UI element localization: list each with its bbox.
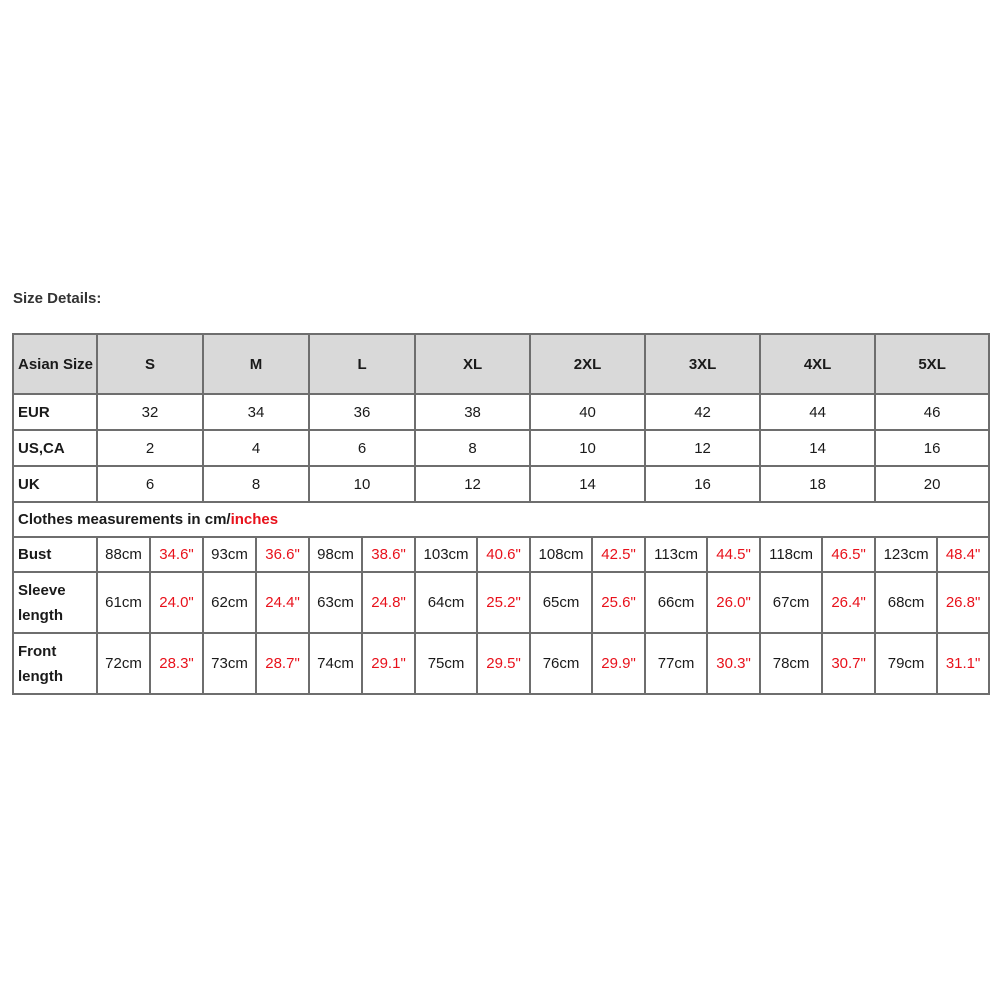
row-label: EUR — [13, 394, 97, 430]
cm-value: 72cm — [97, 633, 150, 694]
inch-value: 24.0" — [150, 572, 203, 633]
conversion-value: 36 — [309, 394, 415, 430]
inch-value: 38.6" — [362, 537, 415, 572]
cm-value: 79cm — [875, 633, 937, 694]
page-title: Size Details: — [13, 290, 102, 307]
conversion-value: 12 — [415, 466, 530, 502]
row-label: UK — [13, 466, 97, 502]
cm-value: 123cm — [875, 537, 937, 572]
inch-value: 40.6" — [477, 537, 530, 572]
inch-value: 31.1" — [937, 633, 989, 694]
size-header-cell: M — [203, 334, 309, 394]
inch-value: 29.1" — [362, 633, 415, 694]
size-header-cell: 3XL — [645, 334, 760, 394]
inch-value: 25.2" — [477, 572, 530, 633]
row-label: Bust — [13, 537, 97, 572]
conversion-value: 4 — [203, 430, 309, 466]
inch-value: 48.4" — [937, 537, 989, 572]
conversion-row — [13, 430, 989, 466]
cm-value: 74cm — [309, 633, 362, 694]
inch-value: 30.3" — [707, 633, 760, 694]
inch-value: 25.6" — [592, 572, 645, 633]
conversion-value: 46 — [875, 394, 989, 430]
cm-value: 78cm — [760, 633, 822, 694]
size-header-cell: 4XL — [760, 334, 875, 394]
size-header-cell: XL — [415, 334, 530, 394]
cm-value: 76cm — [530, 633, 592, 694]
conversion-value: 10 — [309, 466, 415, 502]
conversion-row — [13, 394, 989, 430]
header-row — [13, 334, 989, 394]
measurement-row — [13, 537, 989, 572]
cm-value: 62cm — [203, 572, 256, 633]
inch-value: 28.7" — [256, 633, 309, 694]
inch-value: 24.8" — [362, 572, 415, 633]
size-chart-body — [13, 334, 989, 694]
size-header-cell: 5XL — [875, 334, 989, 394]
inch-value: 46.5" — [822, 537, 875, 572]
cm-value: 64cm — [415, 572, 477, 633]
conversion-value: 42 — [645, 394, 760, 430]
inch-value: 29.5" — [477, 633, 530, 694]
conversion-value: 10 — [530, 430, 645, 466]
cm-value: 98cm — [309, 537, 362, 572]
cm-value: 88cm — [97, 537, 150, 572]
conversion-value: 18 — [760, 466, 875, 502]
header-label: Asian Size — [13, 334, 97, 394]
size-header-cell: 2XL — [530, 334, 645, 394]
conversion-value: 44 — [760, 394, 875, 430]
cm-value: 113cm — [645, 537, 707, 572]
measurement-row — [13, 633, 989, 694]
measurement-row — [13, 572, 989, 633]
cm-value: 77cm — [645, 633, 707, 694]
inch-value: 36.6" — [256, 537, 309, 572]
cm-value: 68cm — [875, 572, 937, 633]
row-label: Front length — [13, 633, 97, 694]
cm-value: 61cm — [97, 572, 150, 633]
cm-value: 66cm — [645, 572, 707, 633]
size-chart-table — [12, 333, 990, 695]
inch-value: 42.5" — [592, 537, 645, 572]
conversion-value: 32 — [97, 394, 203, 430]
conversion-value: 8 — [203, 466, 309, 502]
inch-value: 34.6" — [150, 537, 203, 572]
inch-value: 26.8" — [937, 572, 989, 633]
conversion-value: 6 — [309, 430, 415, 466]
section-text: Clothes measurements in cm/ — [18, 511, 231, 528]
conversion-value: 2 — [97, 430, 203, 466]
conversion-value: 16 — [875, 430, 989, 466]
conversion-value: 40 — [530, 394, 645, 430]
inch-value: 24.4" — [256, 572, 309, 633]
inch-value: 44.5" — [707, 537, 760, 572]
conversion-value: 16 — [645, 466, 760, 502]
inch-value: 30.7" — [822, 633, 875, 694]
section-heading — [13, 502, 989, 537]
cm-value: 63cm — [309, 572, 362, 633]
conversion-value: 14 — [760, 430, 875, 466]
cm-value: 65cm — [530, 572, 592, 633]
section-row — [13, 502, 989, 537]
conversion-value: 8 — [415, 430, 530, 466]
row-label: Sleeve length — [13, 572, 97, 633]
inch-value: 29.9" — [592, 633, 645, 694]
conversion-value: 38 — [415, 394, 530, 430]
row-label: US,CA — [13, 430, 97, 466]
inch-value: 26.4" — [822, 572, 875, 633]
size-header-cell: L — [309, 334, 415, 394]
inch-value: 26.0" — [707, 572, 760, 633]
cm-value: 73cm — [203, 633, 256, 694]
conversion-value: 34 — [203, 394, 309, 430]
conversion-value: 6 — [97, 466, 203, 502]
cm-value: 103cm — [415, 537, 477, 572]
cm-value: 118cm — [760, 537, 822, 572]
inch-value: 28.3" — [150, 633, 203, 694]
cm-value: 75cm — [415, 633, 477, 694]
cm-value: 108cm — [530, 537, 592, 572]
size-header-cell: S — [97, 334, 203, 394]
conversion-value: 20 — [875, 466, 989, 502]
cm-value: 67cm — [760, 572, 822, 633]
conversion-value: 14 — [530, 466, 645, 502]
section-highlight: inches — [230, 511, 279, 528]
conversion-value: 12 — [645, 430, 760, 466]
conversion-row — [13, 466, 989, 502]
cm-value: 93cm — [203, 537, 256, 572]
